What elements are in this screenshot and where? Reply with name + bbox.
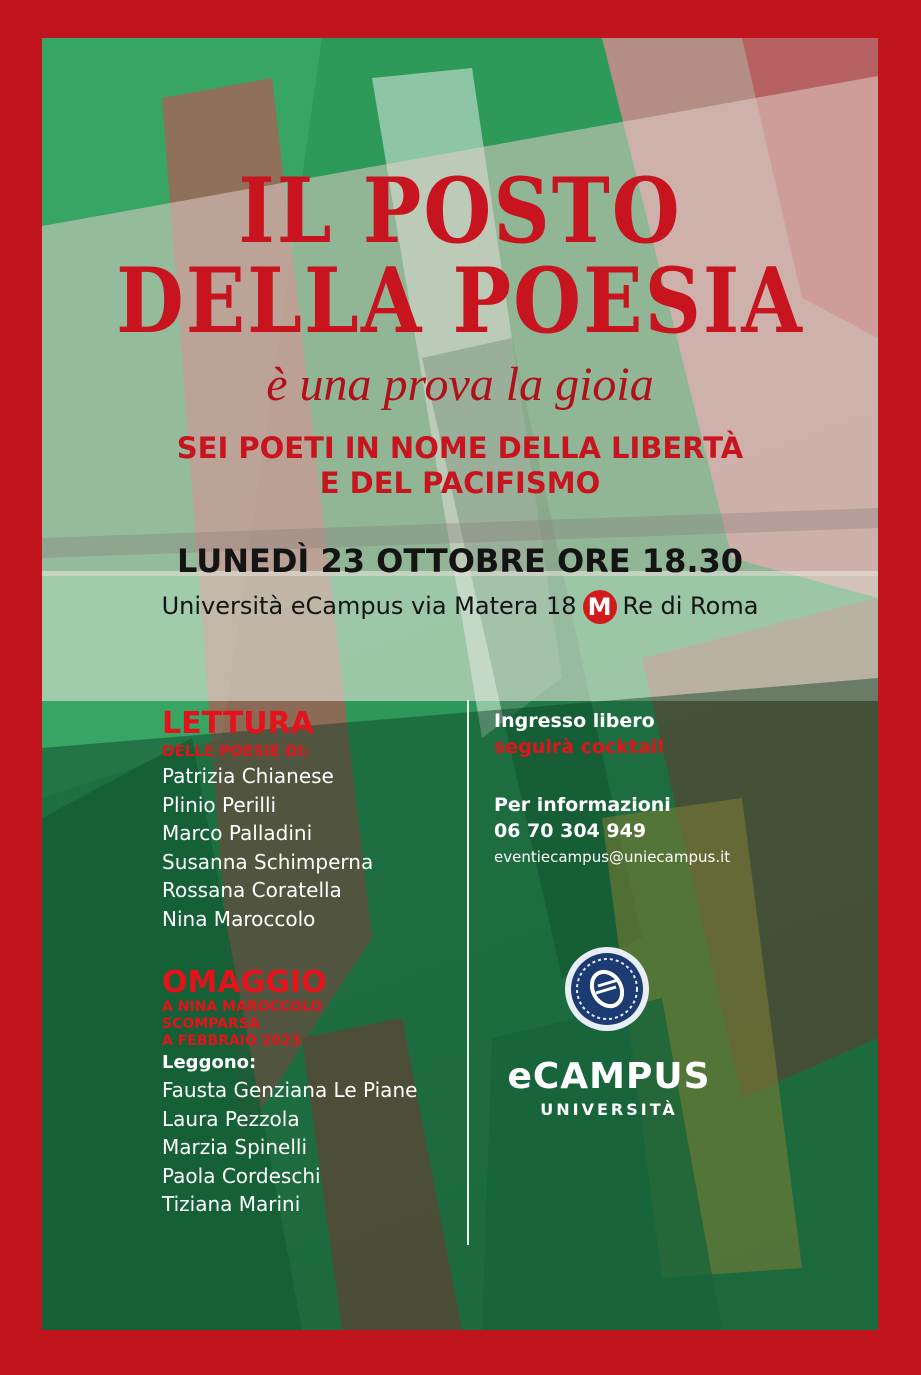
poets-list	[162, 762, 462, 933]
event-venue	[42, 590, 878, 624]
metro-stop: Re di Roma	[622, 592, 759, 620]
tribute-line-2: SCOMPARSA	[162, 1016, 260, 1032]
title-line-1: IL POSTO	[238, 159, 682, 264]
tagline-line-2: E DEL PACIFISMO	[319, 466, 601, 500]
entry-text: Ingresso libero	[494, 710, 655, 732]
reader-name: Marzia Spinelli	[162, 1135, 307, 1159]
cocktail-text: seguirà cocktail	[494, 736, 664, 758]
ecampus-badge-icon	[564, 946, 650, 1032]
venue-place: Università eCampus via Matera 18	[161, 592, 577, 620]
ecampus-logo-text: eCAMPUS	[507, 1056, 711, 1097]
readings-column	[162, 708, 462, 1219]
reading-subheading: DELLE POESIE DI:	[162, 742, 310, 760]
readers-label: Leggono:	[162, 1052, 257, 1073]
title-line-2: DELLA POESIA	[116, 249, 804, 354]
contact-email[interactable]: eventiecampus@uniecampus.it	[494, 848, 731, 866]
event-date-time: LUNEDÌ 23 OTTOBRE ORE 18.30	[176, 542, 744, 580]
poet-name: Susanna Schimperna	[162, 849, 374, 874]
metro-icon: M	[583, 590, 617, 624]
poet-name: Marco Palladini	[162, 821, 313, 845]
poet-name: Plinio Perilli	[162, 792, 277, 817]
phone-number: 06 70 304 949	[494, 820, 647, 842]
readers-list	[162, 1076, 462, 1219]
subtitle: è una prova la gioia	[266, 358, 654, 411]
tribute-heading: OMAGGIO	[162, 965, 327, 1000]
poet-name: Rossana Coratella	[162, 878, 342, 902]
poet-name: Patrizia Chianese	[162, 764, 334, 788]
reader-name: Paola Cordeschi	[162, 1163, 321, 1188]
tribute-line-3: A FEBBRAIO 2023	[162, 1033, 301, 1049]
reader-name: Tiziana Marini	[162, 1192, 301, 1216]
tagline-line-1: SEI POETI IN NOME DELLA LIBERTÀ	[176, 431, 744, 465]
reader-name: Laura Pezzola	[162, 1106, 300, 1131]
reading-heading: LETTURA	[162, 706, 314, 741]
poet-name: Nina Maroccolo	[162, 906, 316, 931]
ecampus-logo-subtext: UNIVERSITÀ	[540, 1100, 678, 1119]
tribute-line-1: A NINA MAROCCOLO	[162, 999, 323, 1015]
reader-name: Fausta Genziana Le Piane	[162, 1078, 418, 1102]
info-column	[494, 708, 824, 870]
info-label: Per informazioni	[494, 794, 671, 816]
column-divider	[467, 700, 469, 1245]
